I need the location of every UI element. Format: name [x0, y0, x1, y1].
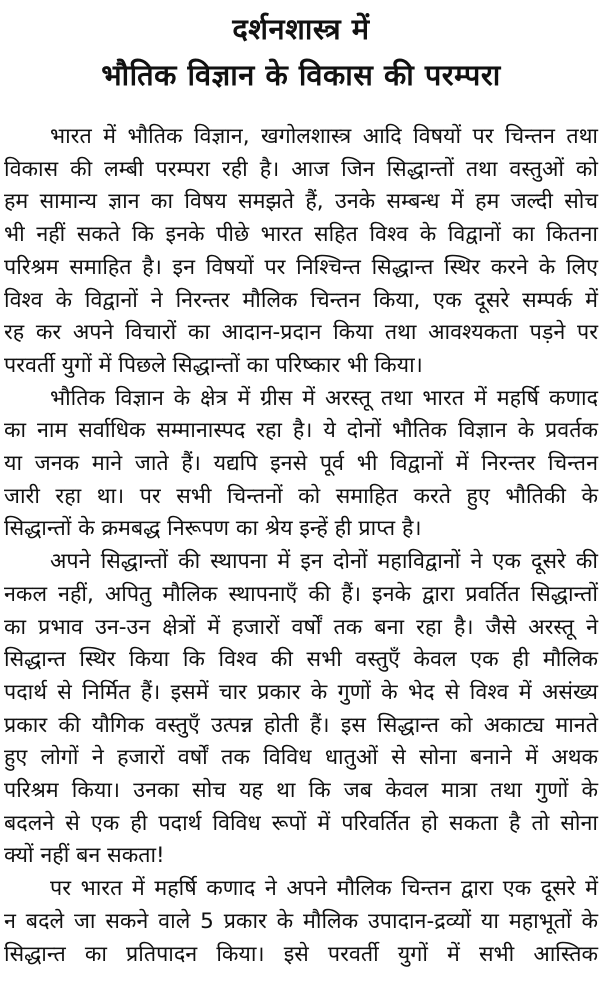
text-line: का नाम सर्वाधिक सम्मानास्पद रहा है। ये दोनों भौतिक विज्ञान के प्रवर्तक — [4, 418, 598, 444]
book-page — [4, 0, 598, 971]
text-line: अपने सिद्धान्तों की स्थापना में इन दोनों महाविद्वानों ने एक दूसरे की — [50, 549, 598, 575]
text-line: परिश्रम समाहित है। इन विषयों पर निश्चिन्त सिद्धान्त स्थिर करने के लिए — [4, 254, 598, 280]
text-line: सिद्धान्तों के क्रमबद्ध निरूपण का श्रेय इन्हें ही प्राप्त है। — [4, 516, 422, 542]
text-line: प्रकार की यौगिक वस्तुएँ उत्पन्न होती हैं। इस सिद्धान्त को अकाट्य मानते — [4, 712, 598, 738]
paragraph-2 — [4, 383, 598, 547]
text-line: भी नहीं सकते कि इनके पीछे भारत सहित विश्व के विद्वानों का कितना — [4, 222, 598, 248]
paragraph-3 — [4, 546, 598, 873]
text-line: जारी रहा था। पर सभी चिन्तनों को समाहित करते हुए भौतिकी के — [4, 483, 598, 509]
text-line: का प्रभाव उन-उन क्षेत्रों में हजारों वर्षों तक बना रहा है। जैसे अरस्तू ने — [4, 614, 598, 640]
text-line: पदार्थ से निर्मित हैं। इसमें चार प्रकार के गुणों के भेद से विश्व में असंख्य — [4, 679, 598, 705]
text-line: सिद्धान्त स्थिर किया कि विश्व की सभी वस्तुएँ केवल एक ही मौलिक — [4, 647, 598, 673]
text-line: हम सामान्य ज्ञान का विषय समझते हैं, उनके सम्बन्ध में हम जल्दी सोच — [4, 189, 598, 215]
text-line: न बदले जा सकने वाले 5 प्रकार के मौलिक उपादान-द्रव्यों या महाभूतों के — [4, 908, 598, 934]
chapter-heading — [4, 0, 598, 98]
text-line: क्यों नहीं बन सकता! — [4, 843, 165, 869]
text-line: नकल नहीं, अपितु मौलिक स्थापनाएँ की हैं। इनके द्वारा प्रवर्तित सिद्धान्तों — [4, 581, 598, 607]
text-line: भौतिक विज्ञान के क्षेत्र में ग्रीस में अरस्तू तथा भारत में महर्षि कणाद — [50, 385, 598, 411]
body-text — [4, 121, 598, 971]
text-line: भारत में भौतिक विज्ञान, खगोलशास्त्र आदि विषयों पर चिन्तन तथा — [50, 124, 598, 149]
text-line: परिश्रम किया। उनका सोच यह था कि जब केवल मात्रा तथा गुणों के — [4, 778, 598, 804]
text-line: परवर्ती युगों में पिछले सिद्धान्तों का परिष्कार भी किया। — [4, 352, 423, 378]
text-line: विकास की लम्बी परम्परा रही है। आज जिन सिद्धान्तों तथा वस्तुओं को — [4, 156, 598, 182]
chapter-heading-line-1: दर्शनशास्त्र में — [232, 12, 370, 46]
text-line: हुए लोगों ने हजारों वर्षों तक विविध धातुओं से सोना बनाने में अथक — [4, 745, 598, 771]
text-line: रह कर अपने विचारों का आदान-प्रदान किया तथा आवश्यकता पड़ने पर — [4, 320, 598, 346]
paragraph-1 — [4, 121, 598, 383]
paragraph-4 — [4, 873, 598, 971]
chapter-heading-line-2: भौतिक विज्ञान के विकास की परम्परा — [101, 58, 501, 92]
text-line: बदलने से एक ही पदार्थ विविध रूपों में परिवर्तित हो सकता है तो सोना — [4, 810, 598, 836]
text-line: विश्व के विद्वानों ने निरन्तर मौलिक चिन्तन किया, एक दूसरे सम्पर्क में — [4, 287, 598, 313]
text-line: पर भारत में महर्षि कणाद ने अपने मौलिक चिन्तन द्वारा एक दूसरे में — [50, 876, 598, 902]
text-line: या जनक माने जाते हैं। यद्यपि इनसे पूर्व भी विद्वानों में निरन्तर चिन्तन — [4, 451, 598, 477]
text-line: सिद्धान्त का प्रतिपादन किया। इसे परवर्ती युगों में सभी आस्तिक — [4, 941, 598, 967]
